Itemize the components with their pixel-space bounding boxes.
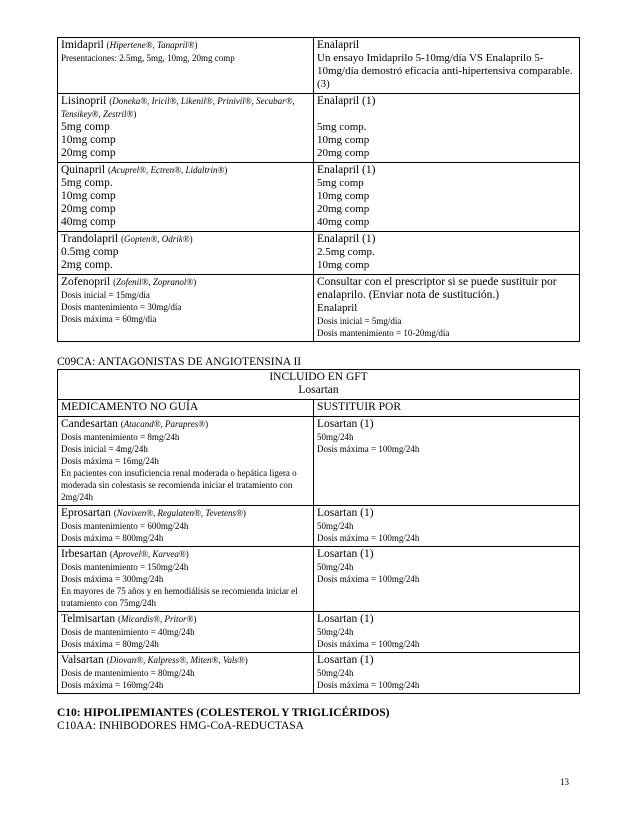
drug-name: Telmisartan — [61, 613, 116, 625]
substitute-title: Losartan (1) — [317, 507, 374, 519]
drug-cell — [58, 38, 314, 94]
detail-line: En pacientes con insuficiencia renal moderada o hepática ligera o moderada sin colestasis se recomienda iniciar el tratamiento con 2mg/24h — [61, 468, 297, 502]
paren-open: ( — [120, 234, 124, 244]
column-header-no-guide: MEDICAMENTO NO GUÍA — [58, 400, 314, 417]
brand-names: Acuprel®, Ectren®, Lidaltrin® — [110, 165, 225, 175]
column-header-substitute: SUSTITUIR POR — [314, 400, 580, 417]
brand-names: Doneka®, Iricil®, Likenil®, Prinivil®, Secubar®, Tensikey®, Zestril® — [61, 96, 295, 119]
paren-close: ) — [193, 614, 197, 624]
paren-close: ) — [194, 40, 198, 50]
drug-heading — [61, 39, 310, 52]
brand-names: Micardis®, Pritor® — [121, 614, 194, 624]
table-row — [58, 275, 580, 342]
detail-line: Dosis máxima = 100mg/24h — [317, 444, 420, 454]
table-row — [58, 547, 580, 612]
substitute-title: Enalapril — [317, 39, 360, 51]
drug-heading — [61, 507, 310, 520]
detail-line: Dosis máxima = 80mg/24h — [61, 639, 159, 649]
drug-heading — [61, 418, 310, 431]
drug-cell — [58, 506, 314, 547]
substitute-cell — [314, 163, 580, 232]
paren-close: ) — [205, 419, 209, 429]
table-row — [58, 94, 580, 163]
substitute-title: Losartan (1) — [317, 613, 374, 625]
drug-cell — [58, 547, 314, 612]
table-row — [58, 38, 580, 94]
detail-line: Dosis máxima = 100mg/24h — [317, 639, 420, 649]
paren-close: ) — [189, 234, 193, 244]
paren-open: ( — [118, 614, 121, 624]
brand-names: Navixen®, Regulaten®, Tevetens® — [116, 508, 243, 518]
section-heading-c10: C10: HIPOLIPEMIANTES (COLESTEROL Y TRIGLICÉRIDOS) — [57, 707, 390, 719]
drug-name: Lisinopril — [61, 95, 107, 107]
substitute-cell — [314, 547, 580, 612]
detail-line: Dosis mantenimiento = 150mg/24h — [61, 562, 189, 572]
detail-line: 20mg comp — [317, 147, 370, 159]
paren-close: ) — [242, 508, 246, 518]
drug-cell — [58, 612, 314, 653]
table-row — [58, 163, 580, 232]
paren-open: ( — [113, 508, 117, 518]
drug-cell — [58, 94, 314, 163]
drug-heading — [61, 548, 310, 561]
detail-line: Dosis mantenimiento = 600mg/24h — [61, 521, 189, 531]
drug-name: Valsartan — [61, 654, 104, 666]
detail-line: Dosis de mantenimiento = 40mg/24h — [61, 627, 195, 637]
brand-names: Atacand®, Parapres® — [123, 419, 206, 429]
ace-inhibitors-table — [57, 37, 580, 342]
section-heading-c10aa: C10AA: INHIBODORES HMG-CoA-REDUCTASA — [57, 720, 304, 732]
ace-inhibitors-table-body — [58, 38, 580, 342]
detail-line: Dosis mantenimiento = 10-20mg/día — [317, 328, 450, 338]
paren-close: ) — [193, 277, 197, 287]
table-row — [58, 506, 580, 547]
detail-line: 20mg comp — [61, 147, 116, 159]
substitute-title: Losartan (1) — [317, 548, 374, 560]
detail-line: Dosis de mantenimiento = 80mg/24h — [61, 668, 195, 678]
brand-names: Hipertene®, Tanapril® — [109, 40, 195, 50]
detail-line: 50mg/24h — [317, 432, 354, 442]
detail-line: 20mg comp — [317, 203, 370, 215]
detail-line: 10mg comp — [317, 190, 370, 202]
detail-line: 10mg comp — [61, 190, 116, 202]
substitute-cell — [314, 38, 580, 94]
included-header — [58, 370, 580, 400]
paren-open: ( — [106, 40, 110, 50]
paren-open: ( — [107, 165, 111, 175]
detail-line: Dosis inicial = 5mg/día — [317, 316, 402, 326]
drug-cell — [58, 163, 314, 232]
drug-cell — [58, 275, 314, 342]
detail-line: Un ensayo Imidaprilo 5-10mg/día VS Enalaprilo 5-10mg/día demostró eficacia anti-hipertensiva comparable. (3) — [317, 52, 573, 90]
paren-close: ) — [185, 549, 189, 559]
substitute-title: Enalapril (1) — [317, 233, 376, 245]
paren-open: ( — [113, 277, 117, 287]
substitute-cell — [314, 612, 580, 653]
detail-line: 50mg/24h — [317, 521, 354, 531]
detail-line: 5mg comp. — [317, 121, 367, 133]
paren-open: ( — [106, 655, 110, 665]
paren-close: ) — [244, 655, 248, 665]
detail-line: Dosis máxima = 100mg/24h — [317, 533, 420, 543]
detail-line: 10mg comp — [317, 134, 370, 146]
detail-line: Dosis máxima = 100mg/24h — [317, 680, 420, 690]
detail-line: 2mg comp. — [61, 259, 113, 271]
included-header-drug: Losartan — [298, 384, 339, 396]
detail-line: 5mg comp — [317, 177, 364, 189]
detail-line: Dosis inicial = 4mg/24h — [61, 444, 148, 454]
detail-line: Dosis máxima = 300mg/24h — [61, 574, 164, 584]
included-header-label: INCLUIDO EN GFT — [269, 371, 368, 383]
table-row — [58, 417, 580, 506]
detail-line: 50mg/24h — [317, 668, 354, 678]
drug-name: Imidapril — [61, 39, 104, 51]
drug-heading — [61, 95, 310, 121]
brand-names: Zofenil®, Zopranol® — [116, 277, 194, 287]
document-page — [57, 37, 579, 733]
detail-line: Dosis máxima = 60mg/día — [61, 314, 157, 324]
detail-line: Dosis mantenimiento = 30mg/día — [61, 302, 182, 312]
detail-line: 20mg comp — [61, 203, 116, 215]
detail-line: 2.5mg comp. — [317, 246, 375, 258]
table-header-row — [58, 370, 580, 400]
drug-heading — [61, 164, 310, 177]
substitute-cell — [314, 275, 580, 342]
paren-open: ( — [109, 549, 113, 559]
brand-names: Diovan®, Kalpress®, Miten®, Vals® — [109, 655, 245, 665]
drug-cell — [58, 417, 314, 506]
drug-heading — [61, 654, 310, 667]
detail-line: 0.5mg comp — [61, 246, 119, 258]
detail-line: Dosis inicial = 15mg/día — [61, 290, 150, 300]
detail-line: Dosis mantenimiento = 8mg/24h — [61, 432, 180, 442]
detail-line: 40mg comp — [61, 216, 116, 228]
paren-open: ( — [120, 419, 124, 429]
substitute-cell — [314, 653, 580, 694]
brand-names: Aprovel®, Karvea® — [112, 549, 186, 559]
paren-open: ( — [109, 96, 113, 106]
drug-cell — [58, 653, 314, 694]
substitute-title: Enalapril (1) — [317, 164, 376, 176]
drug-name: Trandolapril — [61, 233, 119, 245]
substitute-cell — [314, 94, 580, 163]
substitute-title: Consultar con el prescriptor si se puede sustituir por enalaprilo. (Enviar nota de sustitución.) — [317, 276, 557, 301]
drug-name: Candesartan — [61, 418, 118, 430]
substitute-title: Losartan (1) — [317, 418, 374, 430]
detail-line: 40mg comp — [317, 216, 370, 228]
table-row — [58, 612, 580, 653]
column-header-row — [58, 400, 580, 417]
substitute-cell — [314, 417, 580, 506]
detail-line: 50mg/24h — [317, 562, 354, 572]
detail-line: 50mg/24h — [317, 627, 354, 637]
section-heading-c09ca: C09CA: ANTAGONISTAS DE ANGIOTENSINA II — [57, 356, 302, 368]
drug-heading — [61, 233, 310, 246]
detail-line: Dosis máxima = 800mg/24h — [61, 533, 164, 543]
drug-cell — [58, 232, 314, 275]
detail-line: 10mg comp — [61, 134, 116, 146]
substitute-title: Enalapril (1) — [317, 95, 376, 107]
detail-line: Dosis máxima = 16mg/24h — [61, 456, 159, 466]
detail-line: 5mg comp — [61, 121, 110, 133]
substitute-cell — [314, 232, 580, 275]
detail-line — [317, 108, 576, 121]
substitute-title: Losartan (1) — [317, 654, 374, 666]
arb-table — [57, 369, 580, 694]
detail-line: Dosis máxima = 100mg/24h — [317, 574, 420, 584]
detail-line: Presentaciones: 2.5mg, 5mg, 10mg, 20mg comp — [61, 53, 235, 63]
drug-name: Zofenopril — [61, 276, 111, 288]
arb-table-body — [58, 417, 580, 694]
substitute-cell — [314, 506, 580, 547]
drug-heading — [61, 276, 310, 289]
table-row — [58, 232, 580, 275]
drug-name: Eprosartan — [61, 507, 111, 519]
brand-names: Gopten®, Odrik® — [123, 234, 190, 244]
detail-line: Dosis máxima = 160mg/24h — [61, 680, 164, 690]
detail-line: 10mg comp — [317, 259, 370, 271]
drug-name: Irbesartan — [61, 548, 107, 560]
substitute-subtitle: Enalapril — [317, 302, 358, 314]
drug-heading — [61, 613, 310, 626]
detail-line: 5mg comp. — [61, 177, 113, 189]
table-row — [58, 653, 580, 694]
paren-close: ) — [133, 109, 137, 119]
page-number: 13 — [560, 777, 569, 787]
detail-line: En mayores de 75 años y en hemodiálisis se recomienda iniciar el tratamiento con 75mg/24h — [61, 586, 298, 608]
drug-name: Quinapril — [61, 164, 106, 176]
paren-close: ) — [224, 165, 228, 175]
